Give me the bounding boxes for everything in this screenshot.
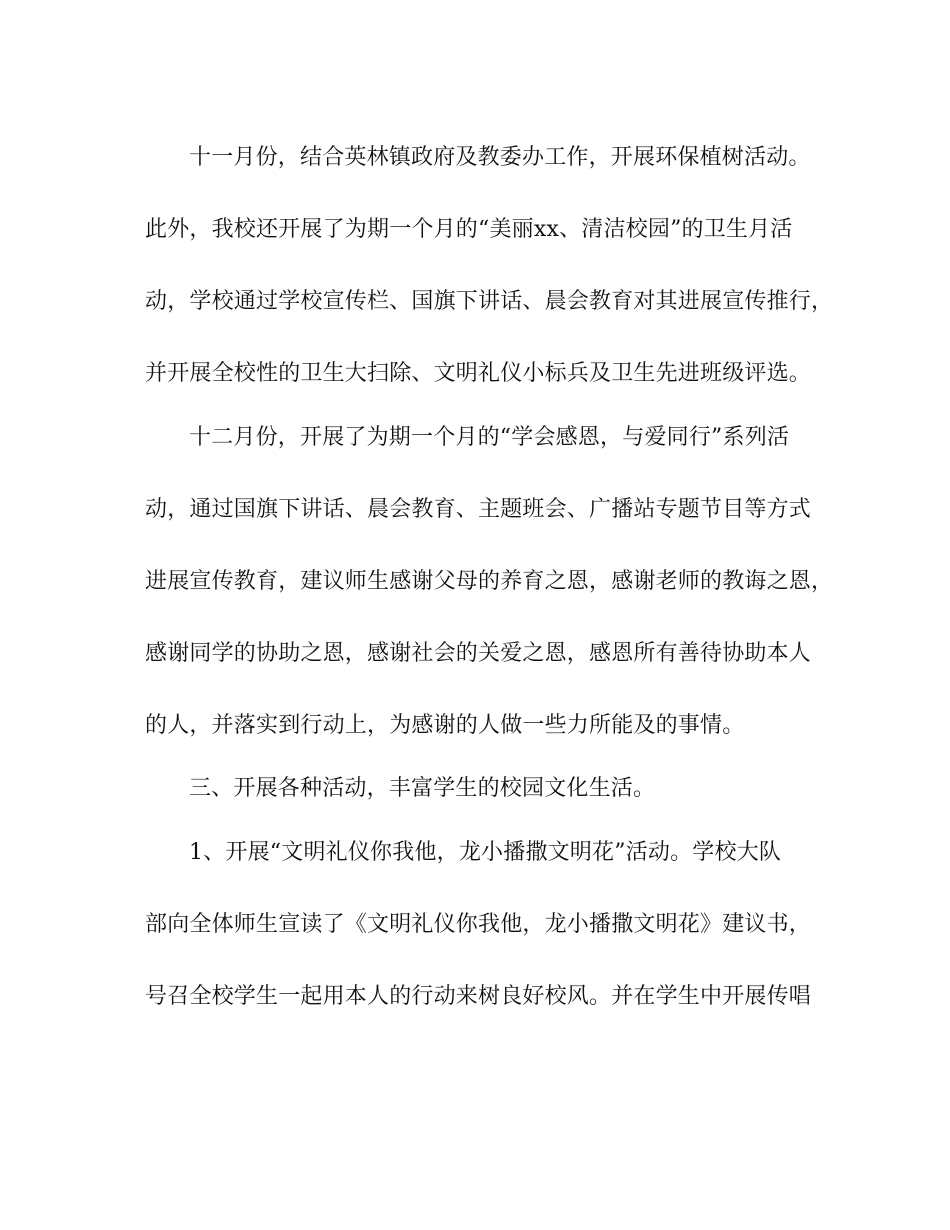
text-line: 进展宣传教育，建议师生感谢父母的养育之恩，感谢老师的教诲之恩，: [145, 569, 834, 594]
text-line: 的人，并落实到行动上，为感谢的人做一些力所能及的事情。: [145, 713, 745, 738]
text-line: 十二月份，开展了为期一个月的“学会感恩，与爱同行”系列活: [189, 425, 790, 450]
section-heading: 三、开展各种活动，丰富学生的校园文化生活。: [189, 776, 656, 801]
text-line: 号召全校学生一起用本人的行动来树良好校风。并在学生中开展传唱: [145, 984, 812, 1009]
text-line: 动，通过国旗下讲话、晨会教育、主题班会、广播站专题节目等方式: [145, 497, 812, 522]
text-line: 此外，我校还开展了为期一个月的“美丽xx、清洁校园”的卫生月活: [145, 217, 793, 242]
text-line: 1、开展“文明礼仪你我他，龙小播撒文明花”活动。学校大队: [189, 840, 782, 865]
text-line: 部向全体师生宣读了《文明礼仪你我他，龙小播撒文明花》建议书，: [145, 912, 812, 937]
text-line: 动，学校通过学校宣传栏、国旗下讲话、晨会教育对其进展宣传推行，: [145, 289, 834, 314]
text-line: 感谢同学的协助之恩，感谢社会的关爱之恩，感恩所有善待协助本人: [145, 641, 812, 666]
text-line: 并开展全校性的卫生大扫除、文明礼仪小标兵及卫生先进班级评选。: [145, 361, 812, 386]
text-line: 十一月份，结合英林镇政府及教委办工作，开展环保植树活动。: [189, 145, 811, 170]
